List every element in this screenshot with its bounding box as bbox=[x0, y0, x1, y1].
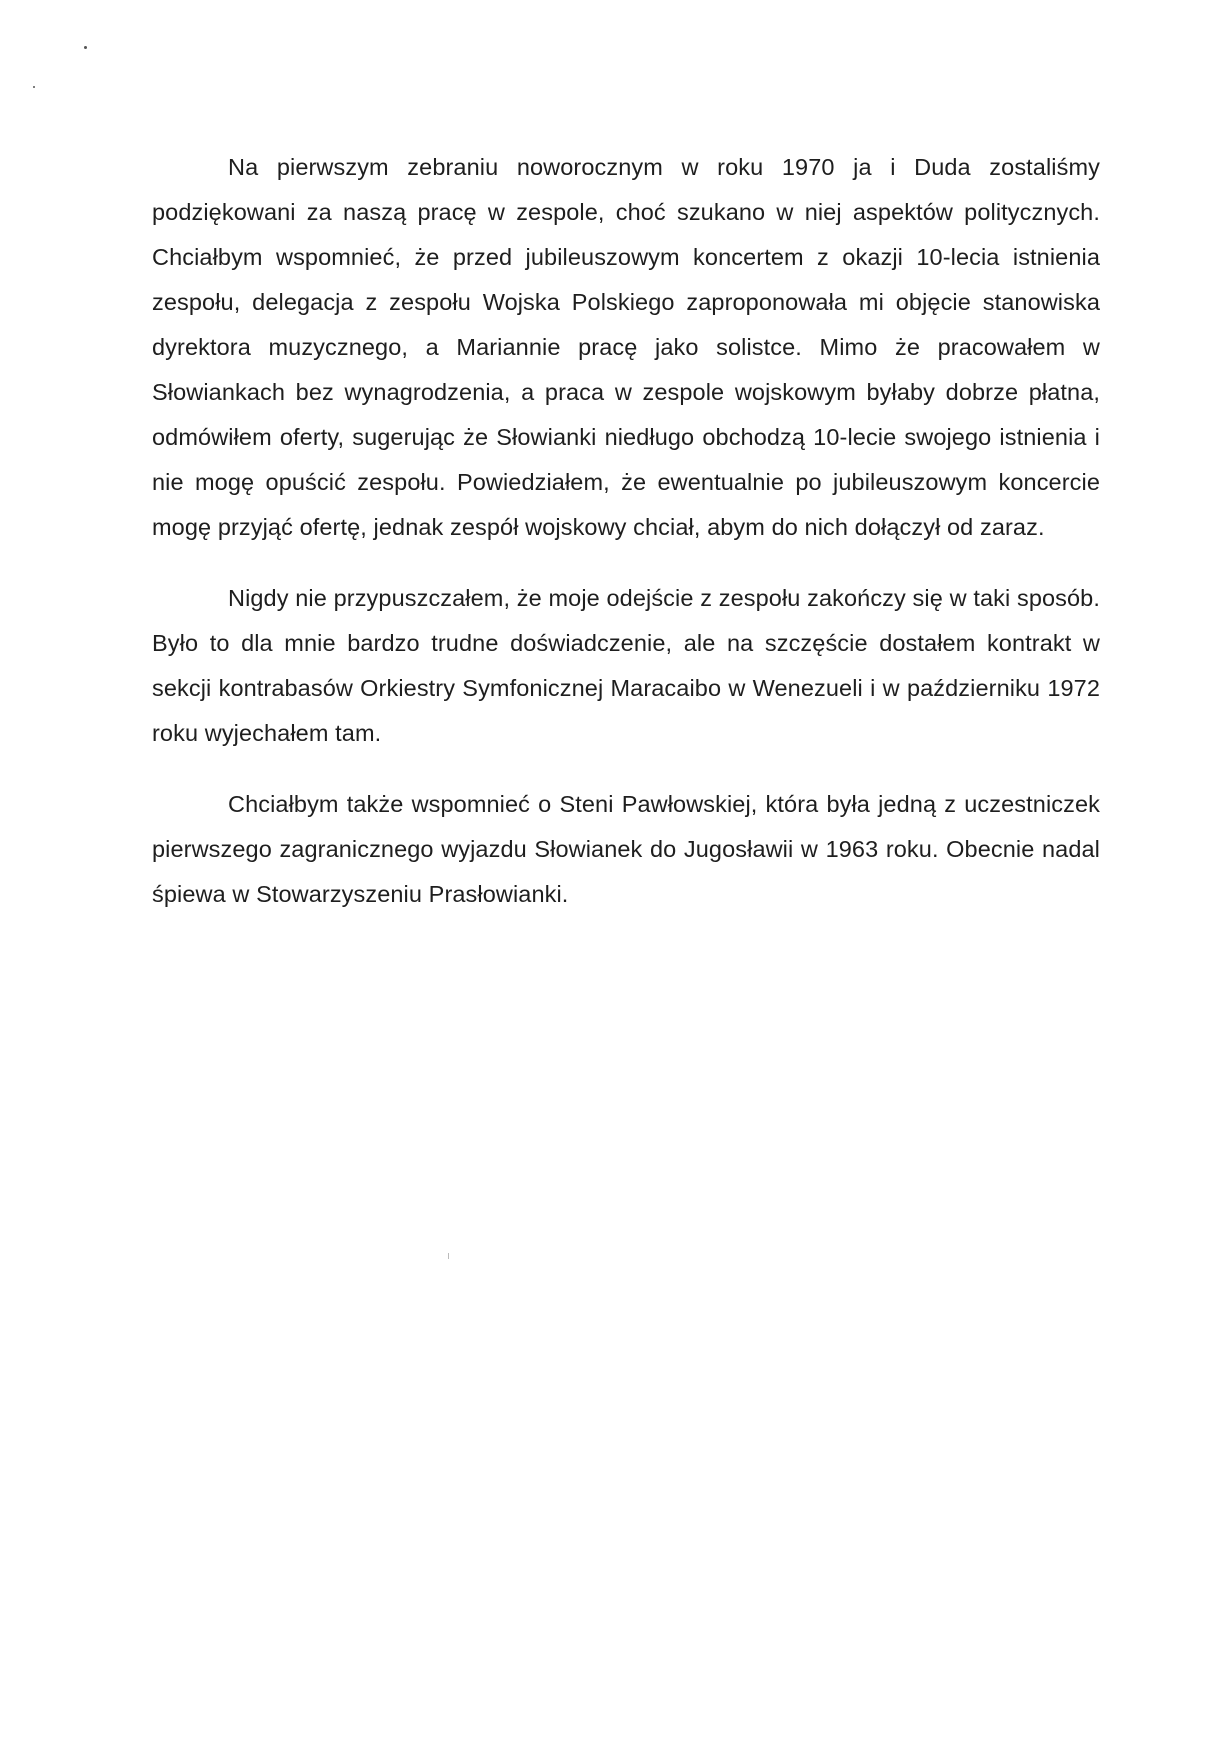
scan-speck bbox=[84, 46, 87, 49]
scan-speck bbox=[33, 86, 35, 88]
paragraph-1: Na pierwszym zebraniu noworocznym w roku 1970 ja i Duda zostaliśmy podziękowani za naszą pracę w zespole, choć szukano w niej aspektów politycznych. Chciałbym wspomnieć, że przed jubileuszowym koncertem z okazji 10-lecia istnienia zespołu, delegacja z zespołu Wojska Polskiego zaproponowała mi objęcie stanowiska dyrektora muzycznego, a Mariannie pracę jako solistce. Mimo że pracowałem w Słowiankach bez wynagrodzenia, a praca w zespole wojskowym byłaby dobrze płatna, odmówiłem oferty, sugerując że Słowianki niedługo obchodzą 10-lecie swojego istnienia i nie mogę opuścić zespołu. Powiedziałem, że ewentualnie po jubileuszowym koncercie mogę przyjąć ofertę, jednak zespół wojskowy chciał, abym do nich dołączył od zaraz. bbox=[152, 154, 1100, 540]
scan-speck bbox=[448, 1253, 449, 1259]
document-body bbox=[152, 145, 1100, 917]
paragraph-3: Chciałbym także wspomnieć o Steni Pawłowskiej, która była jedną z uczestniczek pierwszego zagranicznego wyjazdu Słowianek do Jugosławii w 1963 roku. Obecnie nadal śpiewa w Stowarzyszeniu Prasłowianki. bbox=[152, 791, 1100, 907]
paragraph-2: Nigdy nie przypuszczałem, że moje odejście z zespołu zakończy się w taki sposób. Było to dla mnie bardzo trudne doświadczenie, ale na szczęście dostałem kontrakt w sekcji kontrabasów Orkiestry Symfonicznej Maracaibo w Wenezueli i w październiku 1972 roku wyjechałem tam. bbox=[152, 585, 1100, 746]
